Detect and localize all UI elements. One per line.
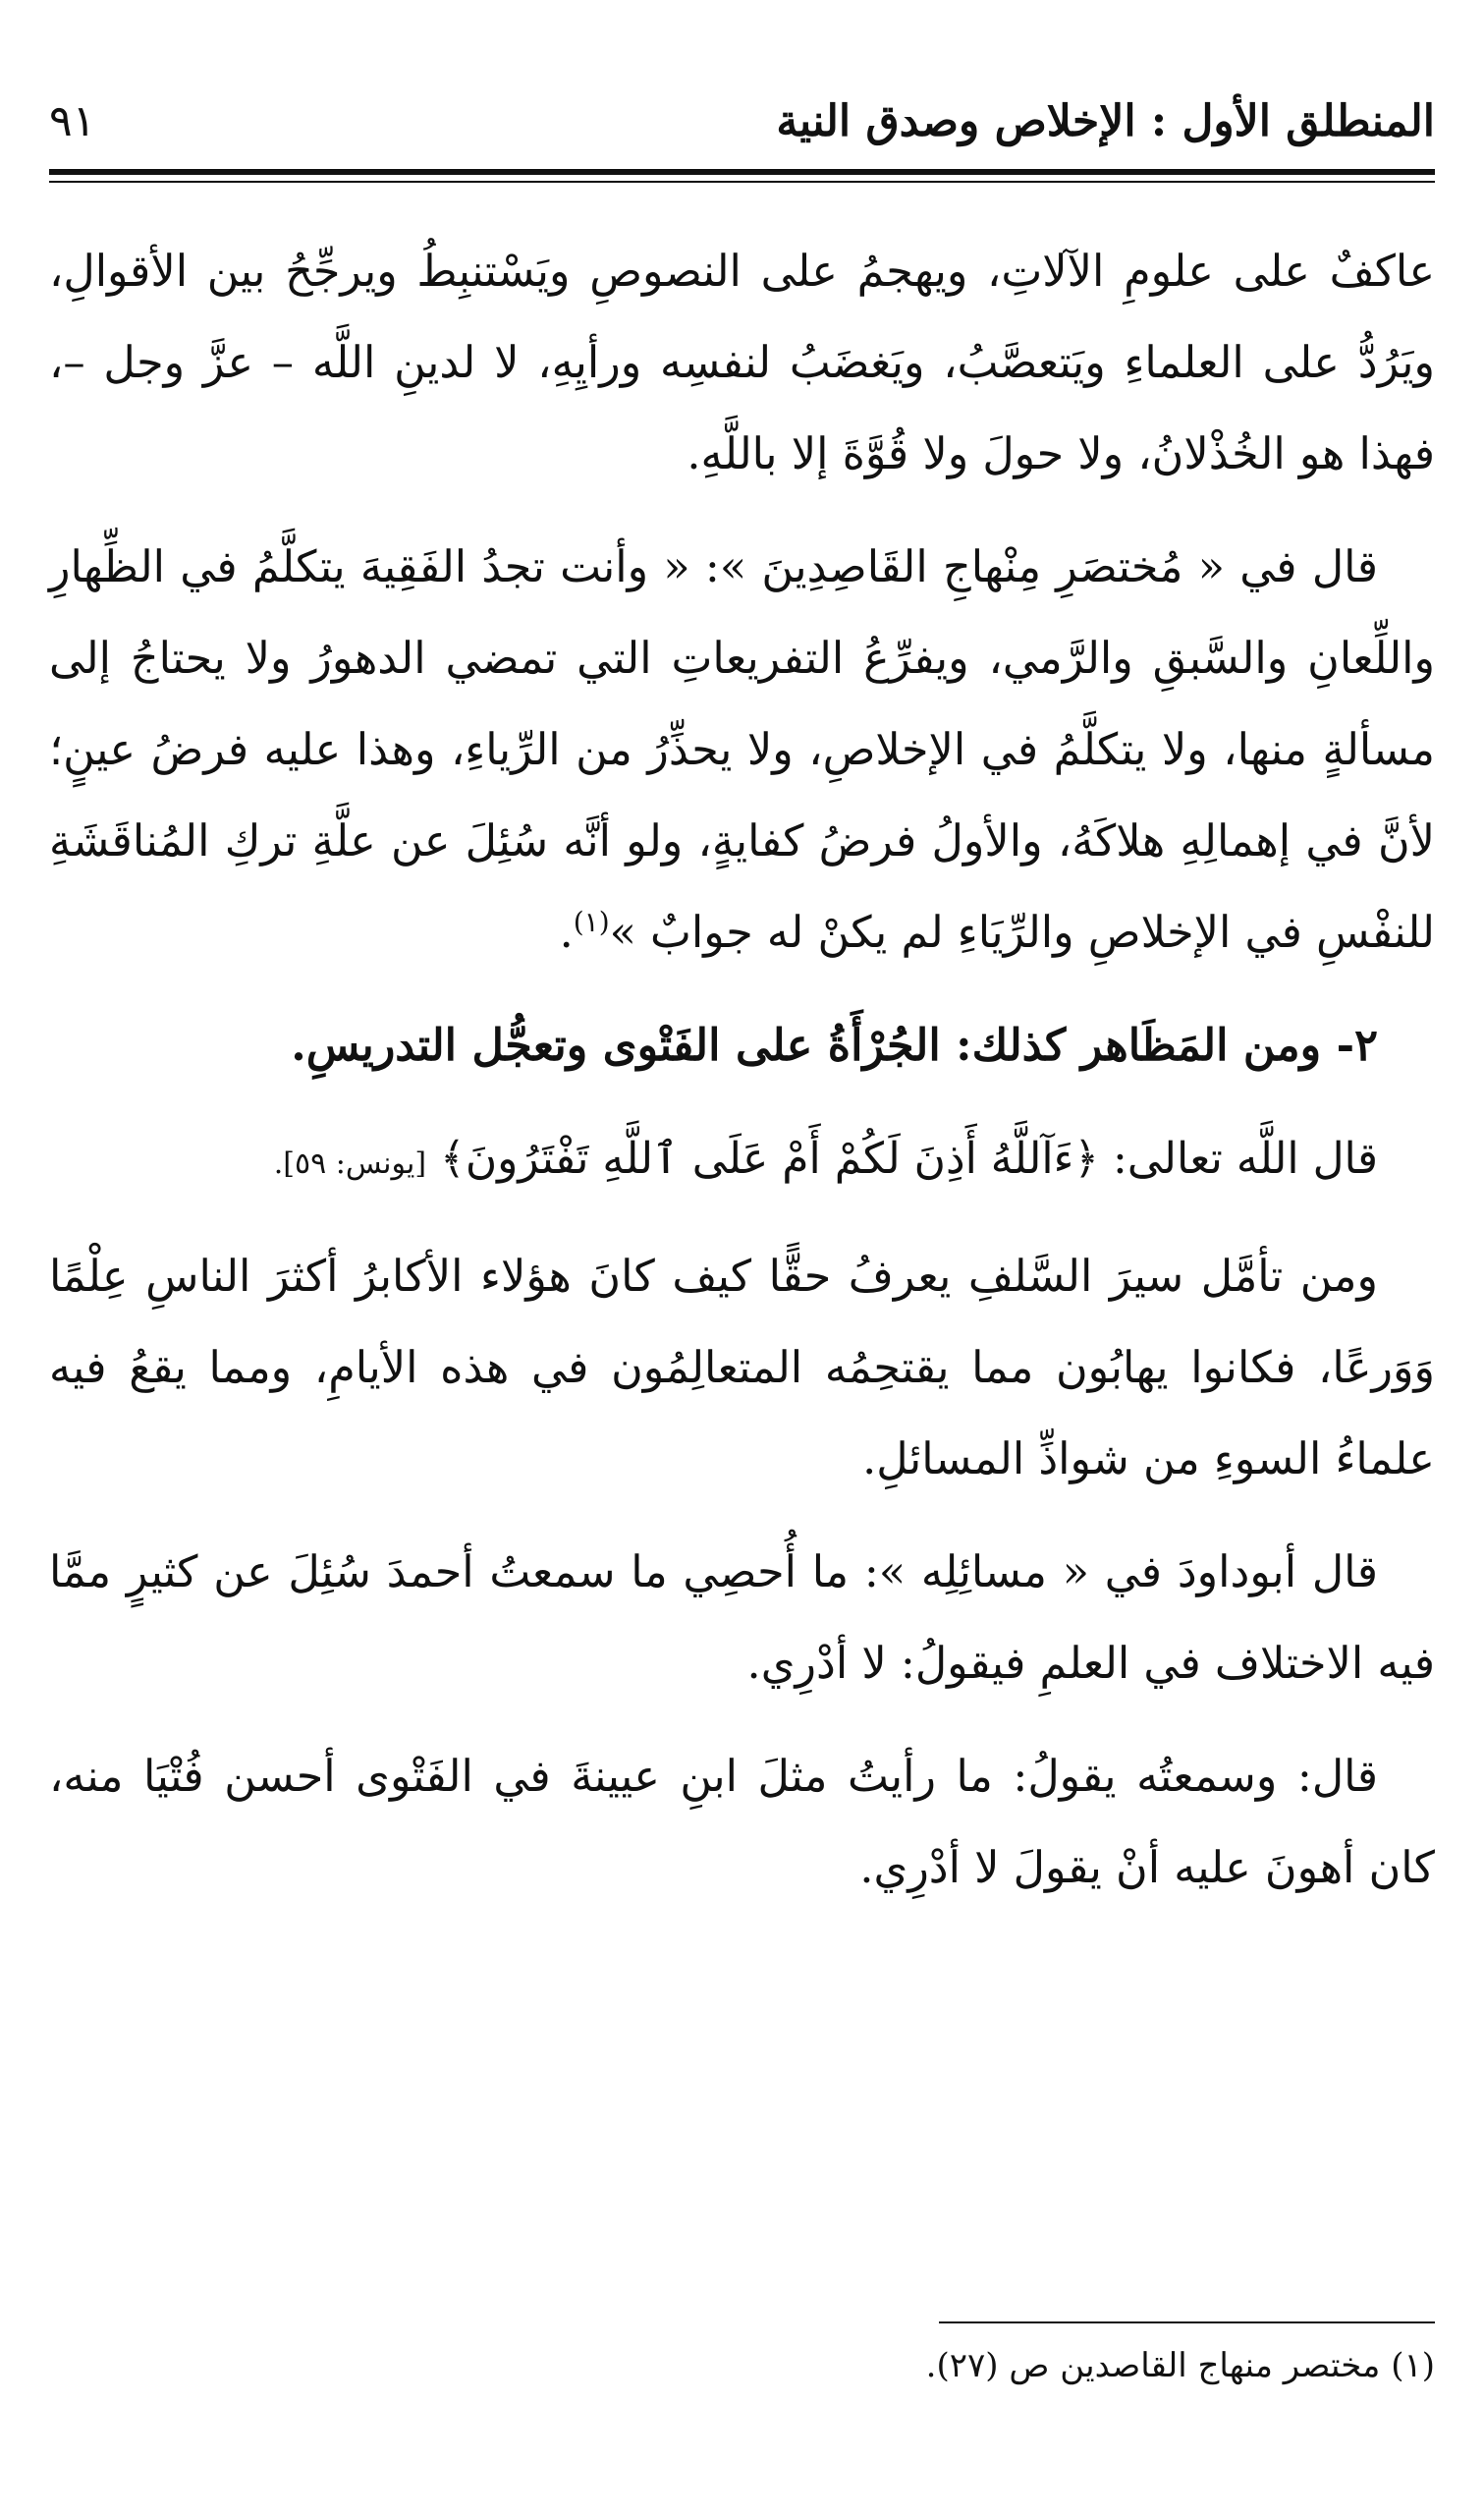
quran-verse: ﴿ءَآللَّهُ أَذِنَ لَكُمْ أَمْ عَلَى ٱللَّهِ تَفْتَرُونَ﴾: [440, 1134, 1100, 1184]
header-rule-thick: [49, 169, 1435, 175]
verse-reference: [يونس: ٥٩].: [273, 1146, 427, 1181]
footnote: (١) مختصر منهاج القاصدين ص (٢٧).: [925, 2346, 1435, 2385]
section-heading: ٢- ومن المَظَاهر كذلك: الجُرْأَةُ على الفَتْوى وتعجُّل التدريسِ.: [291, 1020, 1378, 1071]
page-header: [49, 86, 1435, 155]
paragraph-6: قال: وسمعتُه يقولُ: ما رأيتُ مثلَ ابنِ عيينةَ في الفَتْوى أحسن فُتْيَا منه، كان أهونَ عليه أنْ يقولَ لا أدْرِي.: [49, 1752, 1435, 1893]
paragraph-1: عاكفٌ على علومِ الآلاتِ، ويهجمُ على النصوصِ ويَسْتنبِطُ ويرجِّحُ بين الأقوالِ، ويَرُدُّ على العلماءِ ويَتعصَّبُ، ويَغضَبُ لنفسِه ورأيِهِ، لا لدينِ اللَّه – عزَّ وجل –، فهذا هو الخُذْلانُ، ولا حولَ ولا قُوَّةَ إلا باللَّهِ.: [49, 247, 1435, 479]
running-title: المنطلق الأول : الإخلاص وصدق النية: [776, 96, 1435, 146]
page-number: ٩١: [49, 96, 96, 146]
paragraph-5: قال أبوداودَ في « مسائِلِه »: ما أُحصِي ما سمعتُ أحمدَ سُئِلَ عن كثيرٍ ممَّا فيه الاختلاف في العلمِ فيقولُ: لا أدْرِي.: [49, 1547, 1435, 1689]
verse-intro: قال اللَّه تعالى:: [1113, 1134, 1378, 1184]
paragraph-2-end: .: [559, 908, 574, 958]
paragraph-2: [49, 522, 1435, 978]
footnote-mark: (١): [573, 906, 610, 939]
paragraph-4: ومن تأمَّل سيرَ السَّلفِ يعرفُ حقًّا كيف كانَ هؤلاء الأكابرُ أكثرَ الناسِ عِلْمًا وَوَرعًا، فكانوا يهابُون مما يقتحِمُه المتعالِمُون في هذه الأيامِ، ومما يقعُ فيه علماءُ السوءِ من شواذِّ المسائلِ.: [49, 1252, 1435, 1484]
body-text: [49, 226, 1435, 1935]
footnote-separator: [939, 2321, 1435, 2323]
paragraph-2-text: قال في « مُختصَرِ مِنْهاجِ القَاصِدِينَ »: « وأنت تجدُ الفَقِيهَ يتكلَّمُ في الظِّهارِ واللِّعانِ والسَّبقِ والرَّمي، ويفرِّعُ التفريعاتِ التي تمضي الدهورُ ولا يحتاجُ إلى مسألةٍ منها، ولا يتكلَّمُ في الإخلاصِ، ولا يحذِّرُ من الرِّياءِ، وهذا عليه فرضُ عينٍ؛ لأنَّ في إهمالِهِ هلاكَهُ، والأولُ فرضُ كفايةٍ، ولو أنَّه سُئِلَ عن علَّةِ تركِ المُناقَشَةِ للنفْسِ في الإخلاصِ والرِّيَاءِ لم يكنْ له جوابٌ »: [49, 542, 1435, 958]
header-rule-thin: [49, 181, 1435, 183]
verse-paragraph: [49, 1113, 1435, 1209]
